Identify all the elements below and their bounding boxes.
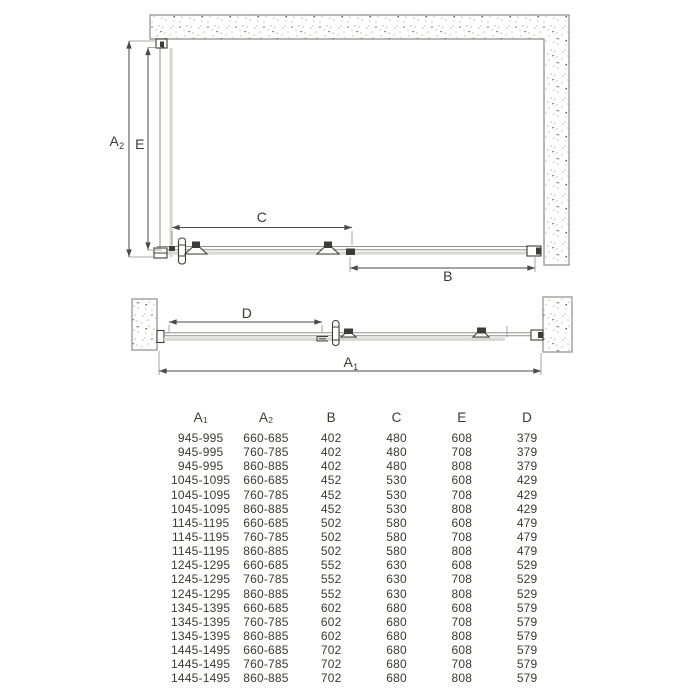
table-cell: 579 xyxy=(516,643,538,658)
table-cell: 708 xyxy=(451,657,473,672)
table-cell: 708 xyxy=(451,445,473,460)
table-cell: 660-685 xyxy=(243,643,289,658)
table-cell: 945-995 xyxy=(177,459,224,474)
table-cell: 479 xyxy=(516,529,538,544)
table-row xyxy=(168,587,562,601)
table-cell: 529 xyxy=(516,558,538,573)
table-cell: 708 xyxy=(451,572,473,587)
table-row xyxy=(168,488,562,502)
table-cell: 680 xyxy=(386,643,407,658)
table-cell: 630 xyxy=(386,558,407,573)
column-header-d: D xyxy=(522,410,533,425)
table-row xyxy=(168,459,562,473)
table-cell: 579 xyxy=(516,614,538,629)
table-cell: 808 xyxy=(451,586,473,601)
table-row xyxy=(168,601,562,615)
table-cell: 480 xyxy=(386,459,407,474)
table-cell: 760-785 xyxy=(243,657,289,672)
table-cell: 860-885 xyxy=(243,671,289,686)
table-cell: 760-785 xyxy=(243,572,289,587)
table-cell: 429 xyxy=(516,487,538,502)
table-cell: 602 xyxy=(320,614,342,629)
dimension-label-b: B xyxy=(443,268,453,284)
table-cell: 860-885 xyxy=(243,501,289,516)
roller-bracket xyxy=(473,328,489,338)
table-cell: 479 xyxy=(516,515,538,530)
wall-fitting xyxy=(527,246,541,256)
table-cell: 808 xyxy=(451,459,473,474)
table-cell: 1145-1195 xyxy=(171,544,230,559)
door-elevation-assembly xyxy=(157,321,543,346)
table-row xyxy=(168,473,562,487)
column-header-b: B xyxy=(326,410,336,425)
table-cell: 529 xyxy=(516,586,538,601)
panel-junction xyxy=(346,249,355,256)
dimension-table xyxy=(168,408,562,686)
table-row xyxy=(168,530,562,544)
table-row xyxy=(168,657,562,671)
table-cell: 580 xyxy=(386,529,407,544)
dimension-a2 xyxy=(110,41,156,257)
table-cell: 860-885 xyxy=(243,544,289,559)
hinge-pin xyxy=(333,321,340,346)
table-cell: 608 xyxy=(451,600,473,615)
table-cell: 1345-1395 xyxy=(171,614,231,629)
wall-block-left xyxy=(132,299,157,350)
dimension-d xyxy=(169,305,322,333)
door-knob xyxy=(179,238,186,264)
column-header-a2: A2 xyxy=(258,410,273,425)
table-cell: 452 xyxy=(320,501,342,516)
table-cell: 1445-1495 xyxy=(171,643,231,658)
table-cell: 860-885 xyxy=(243,586,289,601)
side-glass-panel xyxy=(156,39,173,258)
table-cell: 452 xyxy=(320,487,342,502)
dimension-label-a2: $A_2$ xyxy=(109,133,125,151)
table-cell: 702 xyxy=(320,671,342,686)
table-cell: 660-685 xyxy=(243,473,289,488)
dimension-label-e: E xyxy=(135,136,145,152)
table-cell: 502 xyxy=(320,544,342,559)
table-cell: 760-785 xyxy=(243,614,289,629)
table-cell: 808 xyxy=(451,628,473,643)
column-header-a1: A1 xyxy=(193,410,208,425)
table-row xyxy=(168,629,562,643)
table-cell: 1145-1195 xyxy=(171,529,230,544)
table-cell: 429 xyxy=(516,473,538,488)
dimension-e xyxy=(135,48,162,251)
table-cell: 579 xyxy=(516,600,538,615)
table-cell: 402 xyxy=(320,459,342,474)
table-cell: 552 xyxy=(320,572,342,587)
table-row xyxy=(168,643,562,657)
table-cell: 680 xyxy=(386,600,407,615)
table-cell: 808 xyxy=(451,544,473,559)
table-cell: 1445-1495 xyxy=(171,657,231,672)
table-cell: 608 xyxy=(451,515,473,530)
table-cell: 402 xyxy=(320,445,342,460)
table-cell: 580 xyxy=(386,515,407,530)
table-row xyxy=(168,558,562,572)
table-cell: 502 xyxy=(320,515,342,530)
column-header-c: C xyxy=(391,410,402,425)
table-cell: 1445-1495 xyxy=(171,671,231,686)
roller-bracket xyxy=(185,242,207,255)
table-cell: 660-685 xyxy=(243,515,289,530)
table-cell: 480 xyxy=(386,431,407,445)
table-cell: 530 xyxy=(386,487,407,502)
table-cell: 1345-1395 xyxy=(171,628,231,643)
table-cell: 379 xyxy=(516,445,538,460)
table-header-row xyxy=(168,408,562,428)
table-cell: 630 xyxy=(386,586,407,601)
table-cell: 680 xyxy=(386,671,407,686)
table-cell: 1245-1295 xyxy=(171,586,231,601)
table-cell: 608 xyxy=(451,431,473,445)
table-cell: 379 xyxy=(516,459,538,474)
table-row xyxy=(168,516,562,530)
sliding-door-assembly xyxy=(154,238,541,264)
table-cell: 552 xyxy=(320,586,342,601)
table-row xyxy=(168,431,562,445)
table-cell: 1245-1295 xyxy=(171,558,231,573)
table-cell: 1245-1295 xyxy=(171,572,231,587)
table-cell: 402 xyxy=(320,431,342,445)
table-cell: 530 xyxy=(386,501,407,516)
table-cell: 608 xyxy=(451,558,473,573)
dimension-label-a1: $A_1$ xyxy=(343,354,359,372)
table-row xyxy=(168,671,562,685)
table-cell: 1045-1095 xyxy=(171,473,231,488)
table-row xyxy=(168,572,562,586)
table-cell: 660-685 xyxy=(243,600,289,615)
table-cell: 480 xyxy=(386,445,407,460)
table-cell: 1045-1095 xyxy=(171,501,231,516)
wall-block-right xyxy=(543,297,572,352)
dimension-b xyxy=(350,257,535,284)
table-cell: 702 xyxy=(320,657,342,672)
table-cell: 945-995 xyxy=(177,431,224,445)
table-cell: 579 xyxy=(516,657,538,672)
table-cell: 760-785 xyxy=(243,445,289,460)
table-cell: 708 xyxy=(451,529,473,544)
table-cell: 860-885 xyxy=(243,459,289,474)
table-cell: 602 xyxy=(320,600,342,615)
table-cell: 579 xyxy=(516,671,538,686)
column-header-e: E xyxy=(457,410,467,425)
table-cell: 760-785 xyxy=(243,487,289,502)
dimension-a1 xyxy=(159,351,541,375)
table-cell: 479 xyxy=(516,544,538,559)
dimension-c xyxy=(172,209,352,245)
table-cell: 379 xyxy=(516,431,538,445)
dimension-label-d: D xyxy=(241,305,253,321)
table-cell: 529 xyxy=(516,572,538,587)
table-cell: 608 xyxy=(451,643,473,658)
table-row xyxy=(168,445,562,459)
table-cell: 660-685 xyxy=(243,558,289,573)
table-cell: 602 xyxy=(320,628,342,643)
table-cell: 552 xyxy=(320,558,342,573)
table-cell: 608 xyxy=(451,473,473,488)
table-cell: 680 xyxy=(386,657,407,672)
wall-fitting xyxy=(531,330,543,340)
table-cell: 708 xyxy=(451,614,473,629)
table-cell: 680 xyxy=(386,614,407,629)
table-cell: 945-995 xyxy=(177,445,224,460)
table-cell: 580 xyxy=(386,544,407,559)
table-row xyxy=(168,615,562,629)
table-cell: 1045-1095 xyxy=(171,487,231,502)
table-cell: 502 xyxy=(320,529,342,544)
table-cell: 860-885 xyxy=(243,628,289,643)
table-cell: 530 xyxy=(386,473,407,488)
table-row xyxy=(168,502,562,516)
table-cell: 702 xyxy=(320,643,342,658)
table-cell: 630 xyxy=(386,572,407,587)
roller-bracket xyxy=(317,242,339,255)
dimension-label-c: C xyxy=(256,209,268,225)
table-cell: 808 xyxy=(451,671,473,686)
table-cell: 452 xyxy=(320,473,342,488)
table-cell: 1145-1195 xyxy=(171,515,230,530)
table-cell: 429 xyxy=(516,501,538,516)
table-cell: 760-785 xyxy=(243,529,289,544)
table-cell: 808 xyxy=(451,501,473,516)
table-cell: 660-685 xyxy=(243,431,289,445)
table-body xyxy=(168,431,562,686)
table-cell: 708 xyxy=(451,487,473,502)
table-cell: 680 xyxy=(386,628,407,643)
table-cell: 1345-1395 xyxy=(171,600,231,615)
table-cell: 579 xyxy=(516,628,538,643)
table-row xyxy=(168,544,562,558)
